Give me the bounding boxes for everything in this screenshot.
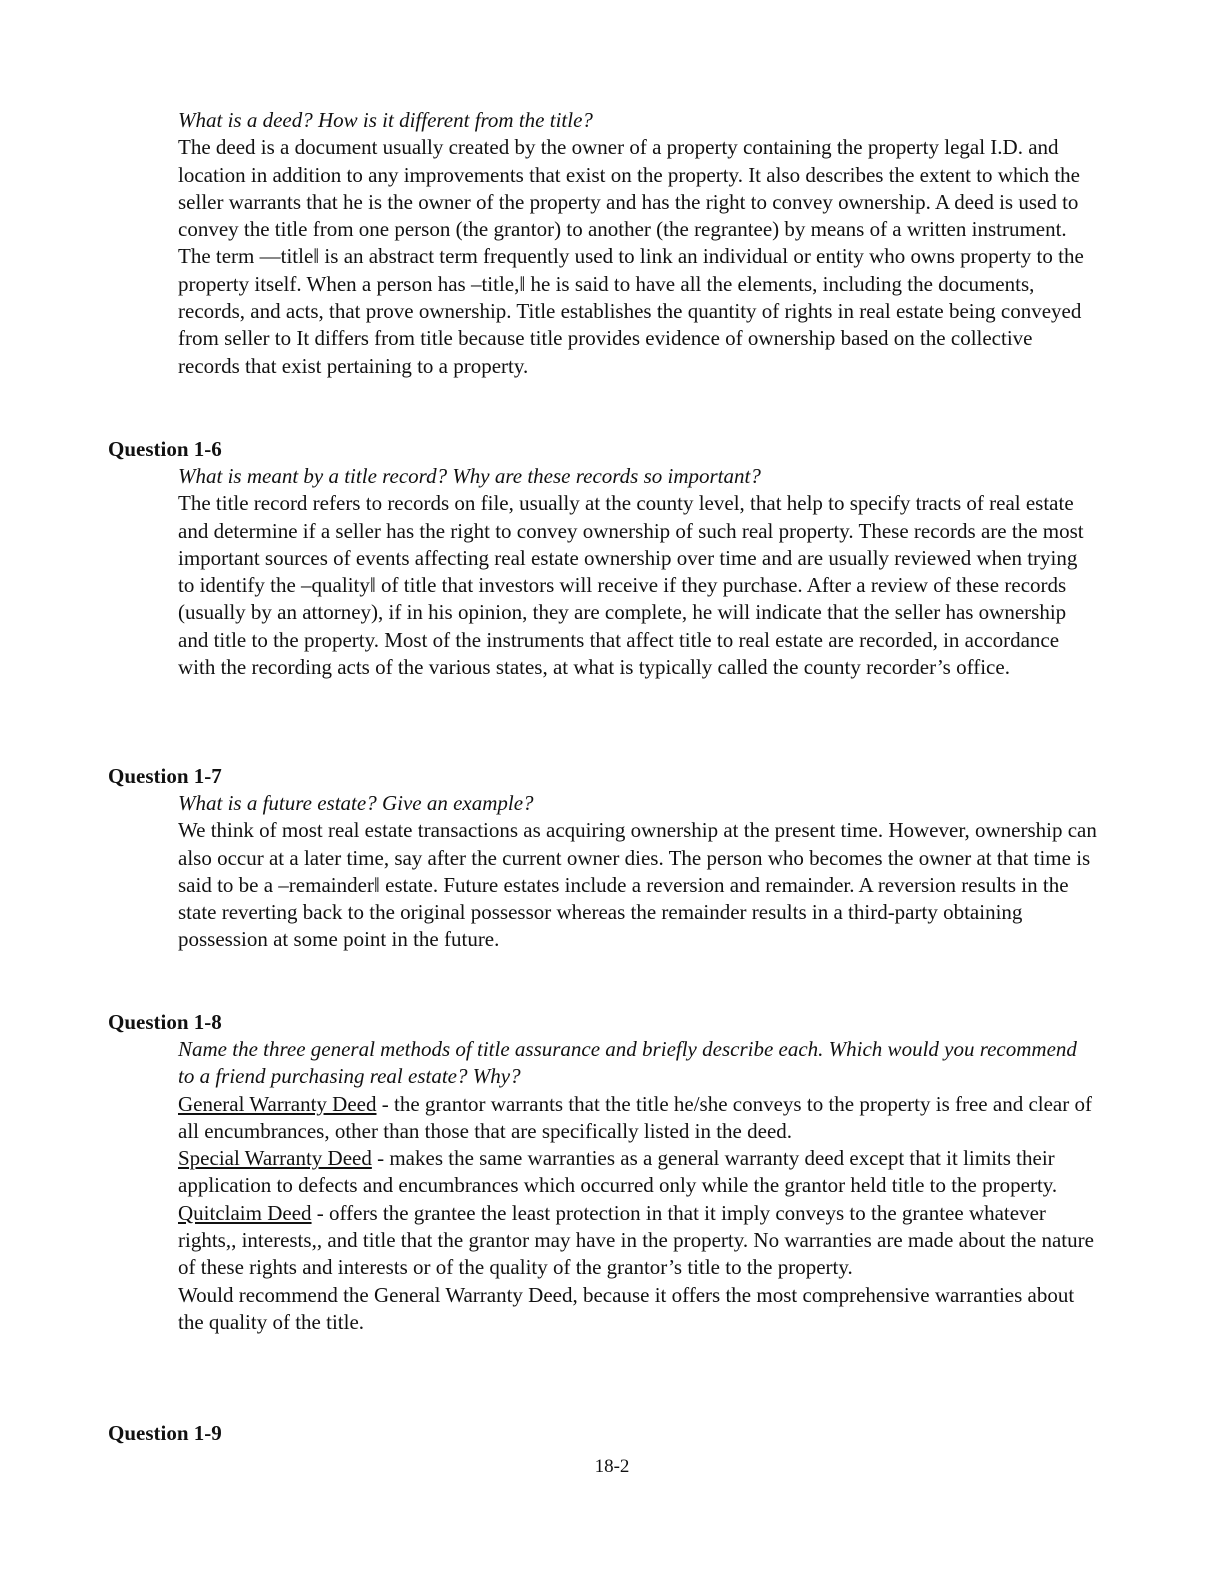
question-1-6-answer: The title record refers to records on file, usually at the county level, that help to specify tracts of real estate and determine if a seller has the right to convey ownership of such real property. These records are the most important sources of events affecting real estate ownership over time and are usually reviewed when trying to identify the ‒quality‖ of title that investors will receive if they purchase. After a review of these records (usually by an attorney), if in his opinion, they are complete, he will indicate that the seller has ownership and title to the property. Most of the instruments that affect title to real estate are recorded, in accordance with the recording acts of the various states, at what is typically called the county recorder’s office. [178,491,1084,680]
method-general-warranty-deed [178,1091,1098,1146]
method-special-warranty-deed [178,1145,1098,1200]
question-1-7-body [178,790,1098,954]
method-quitclaim-deed [178,1200,1098,1282]
method-name: Quitclaim Deed [178,1200,312,1225]
question-1-6-heading: Question 1-6 [108,437,222,461]
question-1-7-prompt: What is a future estate? Give an example? [178,791,534,815]
question-1-6-body [178,463,1098,681]
question-1-5-answer: The deed is a document usually created by the owner of a property containing the property legal I.D. and location in addition to any improvements that exist on the property. It also describes the extent to which the seller warrants that he is the owner of the property and has the right to convey ownership. A deed is used to convey the title from one person (the grantor) to another (the regrantee) by means of a written instrument. The term —title‖ is an abstract term frequently used to link an individual or entity who owns property to the property itself. When a person has ‒title,‖ he is said to have all the elements, including the documents, records, and acts, that prove ownership. Title establishes the quantity of rights in real estate being conveyed from seller to It differs from title because title provides evidence of ownership based on the collective records that exist pertaining to a property. [178,135,1084,378]
method-description: - the grantor warrants that the title he/she conveys to the property is free and clear of all encumbrances, other than those that are specifically listed in the deed. [178,1091,1092,1143]
question-1-8-recommendation: Would recommend the General Warranty Deed, because it offers the most comprehensive warranties about the quality of the title. [178,1282,1075,1334]
method-name: Special Warranty Deed [178,1146,372,1171]
question-1-9-heading: Question 1-9 [108,1421,222,1445]
page-number: 18-2 [594,1456,630,1477]
question-1-7-heading: Question 1-7 [108,764,222,788]
question-1-5-prompt: What is a deed? How is it different from the title? [178,108,593,132]
method-name: General Warranty Deed [178,1091,377,1116]
method-description: - offers the grantee the least protection in that it imply conveys to the grantee whatever rights,, interests,, and title that the grantor may have in the property. No warranties are made about the nature of these rights and interests or of the quality of the grantor’s title to the property. [178,1200,1094,1280]
question-1-6-prompt: What is meant by a title record? Why are these records so important? [178,464,761,488]
question-1-8-body [178,1036,1098,1336]
question-1-8-heading: Question 1-8 [108,1010,222,1034]
question-1-7-answer: We think of most real estate transactions as acquiring ownership at the present time. However, ownership can also occur at a later time, say after the current owner dies. The person who becomes the owner at that time is said to be a ‒remainder‖ estate. Future estates include a reversion and remainder. A reversion results in the state reverting back to the original possessor whereas the remainder results in a third-party obtaining possession at some point in the future. [178,818,1097,952]
question-1-8-prompt: Name the three general methods of title assurance and briefly describe each. Which would you recommend to a friend purchasing real estate? Why? [178,1037,1077,1089]
question-1-5-body [178,107,1098,380]
method-description: - makes the same warranties as a general warranty deed except that it limits their application to defects and encumbrances which occurred only while the grantor held title to the property. [178,1146,1058,1198]
